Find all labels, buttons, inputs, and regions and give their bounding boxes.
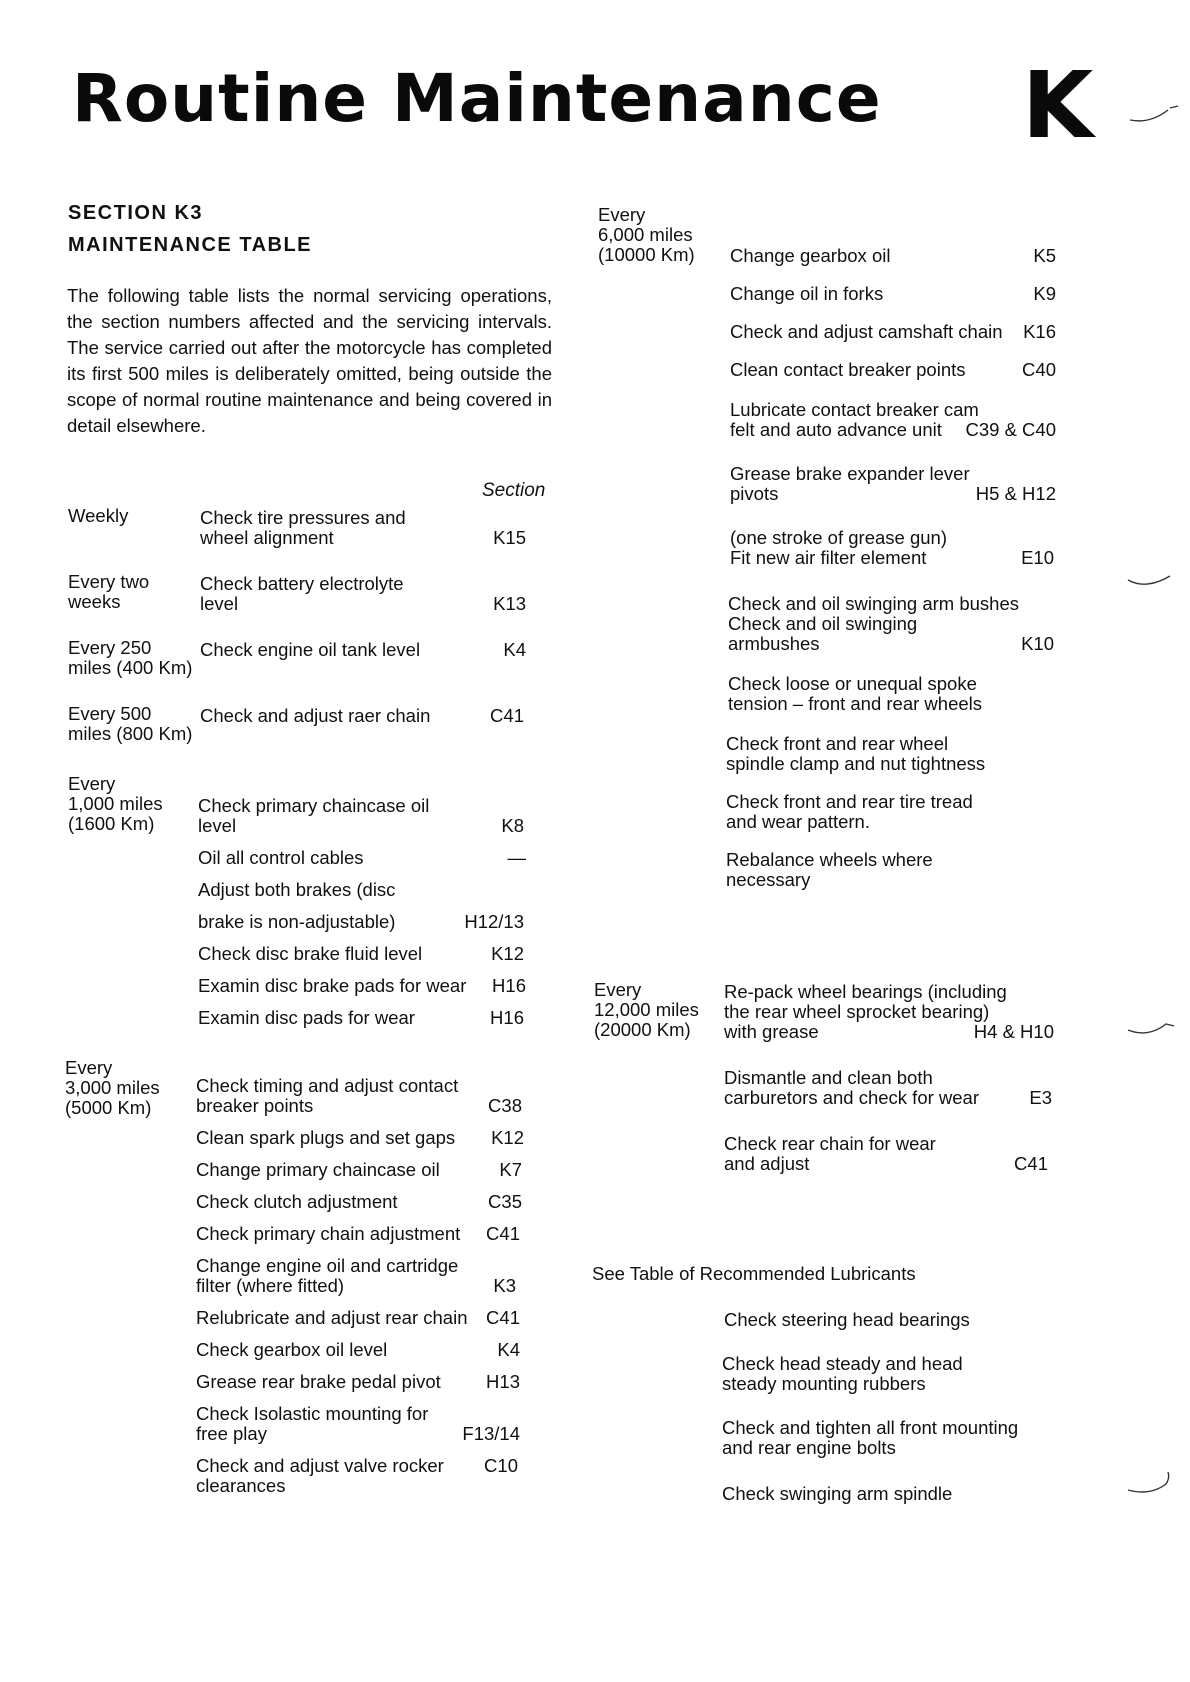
task-section-code: C40 <box>1022 359 1056 380</box>
task-procedure: Check front and rear tire tread and wear pattern. <box>726 791 973 832</box>
task-procedure: Check engine oil tank level <box>200 639 421 660</box>
task-section-code: E10 <box>1021 547 1054 568</box>
task-section-code: K7 <box>499 1159 522 1180</box>
task-procedure: (one stroke of grease gun) Fit new air filter element <box>730 527 947 568</box>
scan-mark <box>1128 100 1180 126</box>
lubricants-note: See Table of Recommended Lubricants <box>592 1263 916 1284</box>
task-section-code: K12 <box>491 1127 524 1148</box>
task-procedure: Clean spark plugs and set gaps <box>196 1127 456 1148</box>
task-procedure: Change oil in forks <box>730 283 884 304</box>
task-procedure: brake is non-adjustable) <box>198 911 396 932</box>
task-procedure: Lubricate contact breaker cam felt and auto advance unit <box>730 399 979 440</box>
section-letter: K <box>1022 52 1094 159</box>
task-section-code: C39 & C40 <box>965 419 1056 440</box>
task-section-code: K8 <box>501 815 524 836</box>
task-procedure: Change gearbox oil <box>730 245 891 266</box>
task-procedure: Oil all control cables <box>198 847 364 868</box>
task-procedure: Clean contact breaker points <box>730 359 966 380</box>
task-procedure: Change primary chaincase oil <box>196 1159 440 1180</box>
task-procedure: Check tire pressures and wheel alignment <box>200 507 406 548</box>
task-procedure: Check battery electrolyte level <box>200 573 404 614</box>
task-section-code: H16 <box>492 975 526 996</box>
task-section-code: K4 <box>497 1339 520 1360</box>
interval-6000: Every 6,000 miles (10000 Km) <box>598 204 695 265</box>
task-procedure: Check primary chain adjustment <box>196 1223 461 1244</box>
task-procedure: Check loose or unequal spoke tension – front and rear wheels <box>728 673 983 714</box>
scan-mark <box>1126 1466 1178 1500</box>
task-procedure: Check steering head bearings <box>724 1309 970 1330</box>
task-procedure: Check timing and adjust contact breaker points <box>196 1075 459 1116</box>
task-section-code: K10 <box>1021 633 1054 654</box>
scan-mark <box>1126 568 1178 594</box>
interval-weekly: Weekly <box>68 505 129 526</box>
task-section-code: H4 & H10 <box>973 1021 1054 1042</box>
task-procedure: Re-pack wheel bearings (including the rear wheel sprocket bearing) with grease <box>724 981 1007 1042</box>
task-section-code: H12/13 <box>464 911 524 932</box>
task-section-code: C41 <box>486 1307 520 1328</box>
task-procedure: Check rear chain for wear and adjust <box>724 1133 936 1174</box>
task-section-code: H13 <box>486 1371 520 1392</box>
interval-1000: Every 1,000 miles (1600 Km) <box>68 773 163 834</box>
task-section-code: H5 & H12 <box>975 483 1056 504</box>
task-procedure: Change engine oil and cartridge filter (where fitted) <box>196 1255 459 1296</box>
task-procedure: Check gearbox oil level <box>196 1339 388 1360</box>
page-title: Routine Maintenance <box>72 60 882 137</box>
task-section-code: C41 <box>1014 1153 1048 1174</box>
task-procedure: Check disc brake fluid level <box>198 943 423 964</box>
task-procedure: Check Isolastic mounting for free play <box>196 1403 429 1444</box>
task-section-code: H16 <box>490 1007 524 1028</box>
task-section-code: — <box>507 847 526 868</box>
task-section-code: F13/14 <box>462 1423 520 1444</box>
task-procedure: Grease rear brake pedal pivot <box>196 1371 441 1392</box>
interval-12000: Every 12,000 miles (20000 Km) <box>594 979 699 1040</box>
task-section-code: K5 <box>1033 245 1056 266</box>
section-label: SECTION K3 <box>68 202 204 224</box>
task-procedure: Grease brake expander lever pivots <box>730 463 970 504</box>
task-section-code: K12 <box>491 943 524 964</box>
task-procedure: Rebalance wheels where necessary <box>726 849 933 890</box>
task-procedure: Check head steady and head steady mounting rubbers <box>722 1353 963 1394</box>
task-procedure: Check front and rear wheel spindle clamp and nut tightness <box>726 733 986 774</box>
task-section-code: K15 <box>493 527 526 548</box>
task-procedure: Check and adjust valve rocker clearances <box>196 1455 444 1496</box>
task-procedure: Check and tighten all front mounting and rear engine bolts <box>722 1417 1019 1458</box>
task-procedure: Adjust both brakes (disc <box>198 879 396 900</box>
task-procedure: Check clutch adjustment <box>196 1191 398 1212</box>
task-procedure: Check and adjust camshaft chain <box>730 321 1003 342</box>
task-procedure: Dismantle and clean both carburetors and check for wear <box>724 1067 980 1108</box>
task-section-code: K3 <box>493 1275 516 1296</box>
task-procedure: Check swinging arm spindle <box>722 1483 953 1504</box>
task-section-code: K4 <box>503 639 526 660</box>
task-section-code: K9 <box>1033 283 1056 304</box>
task-section-code: C41 <box>486 1223 520 1244</box>
interval-250: Every 250 miles (400 Km) <box>68 637 193 678</box>
task-section-code: E3 <box>1029 1087 1052 1108</box>
task-procedure: Examin disc brake pads for wear <box>198 975 467 996</box>
intro-paragraph: The following table lists the normal servicing operations, the section numbers affected and the servicing intervals. The service carried out after the motorcycle has completed its first 500 miles is deliberately omitted, being outside the scope of normal routine maintenance and being covered in detail elsewhere. <box>67 285 552 436</box>
task-section-code: C41 <box>490 705 524 726</box>
interval-two-weeks: Every two weeks <box>68 571 150 612</box>
scan-mark <box>1126 1018 1178 1044</box>
interval-3000: Every 3,000 miles (5000 Km) <box>65 1057 160 1118</box>
task-procedure: Check primary chaincase oil level <box>198 795 430 836</box>
task-section-code: C35 <box>488 1191 522 1212</box>
task-procedure: Examin disc pads for wear <box>198 1007 415 1028</box>
interval-500: Every 500 miles (800 Km) <box>68 703 193 744</box>
table-title: MAINTENANCE TABLE <box>68 234 313 256</box>
task-section-code: C10 <box>484 1455 518 1476</box>
task-section-code: K13 <box>493 593 526 614</box>
task-procedure: Check and oil swinging arm bushes Check and oil swinging armbushes <box>728 593 1020 654</box>
section-column-header: Section <box>482 480 546 501</box>
task-procedure: Relubricate and adjust rear chain <box>196 1307 468 1328</box>
task-section-code: K16 <box>1023 321 1056 342</box>
task-section-code: C38 <box>488 1095 522 1116</box>
task-procedure: Check and adjust raer chain <box>200 705 431 726</box>
